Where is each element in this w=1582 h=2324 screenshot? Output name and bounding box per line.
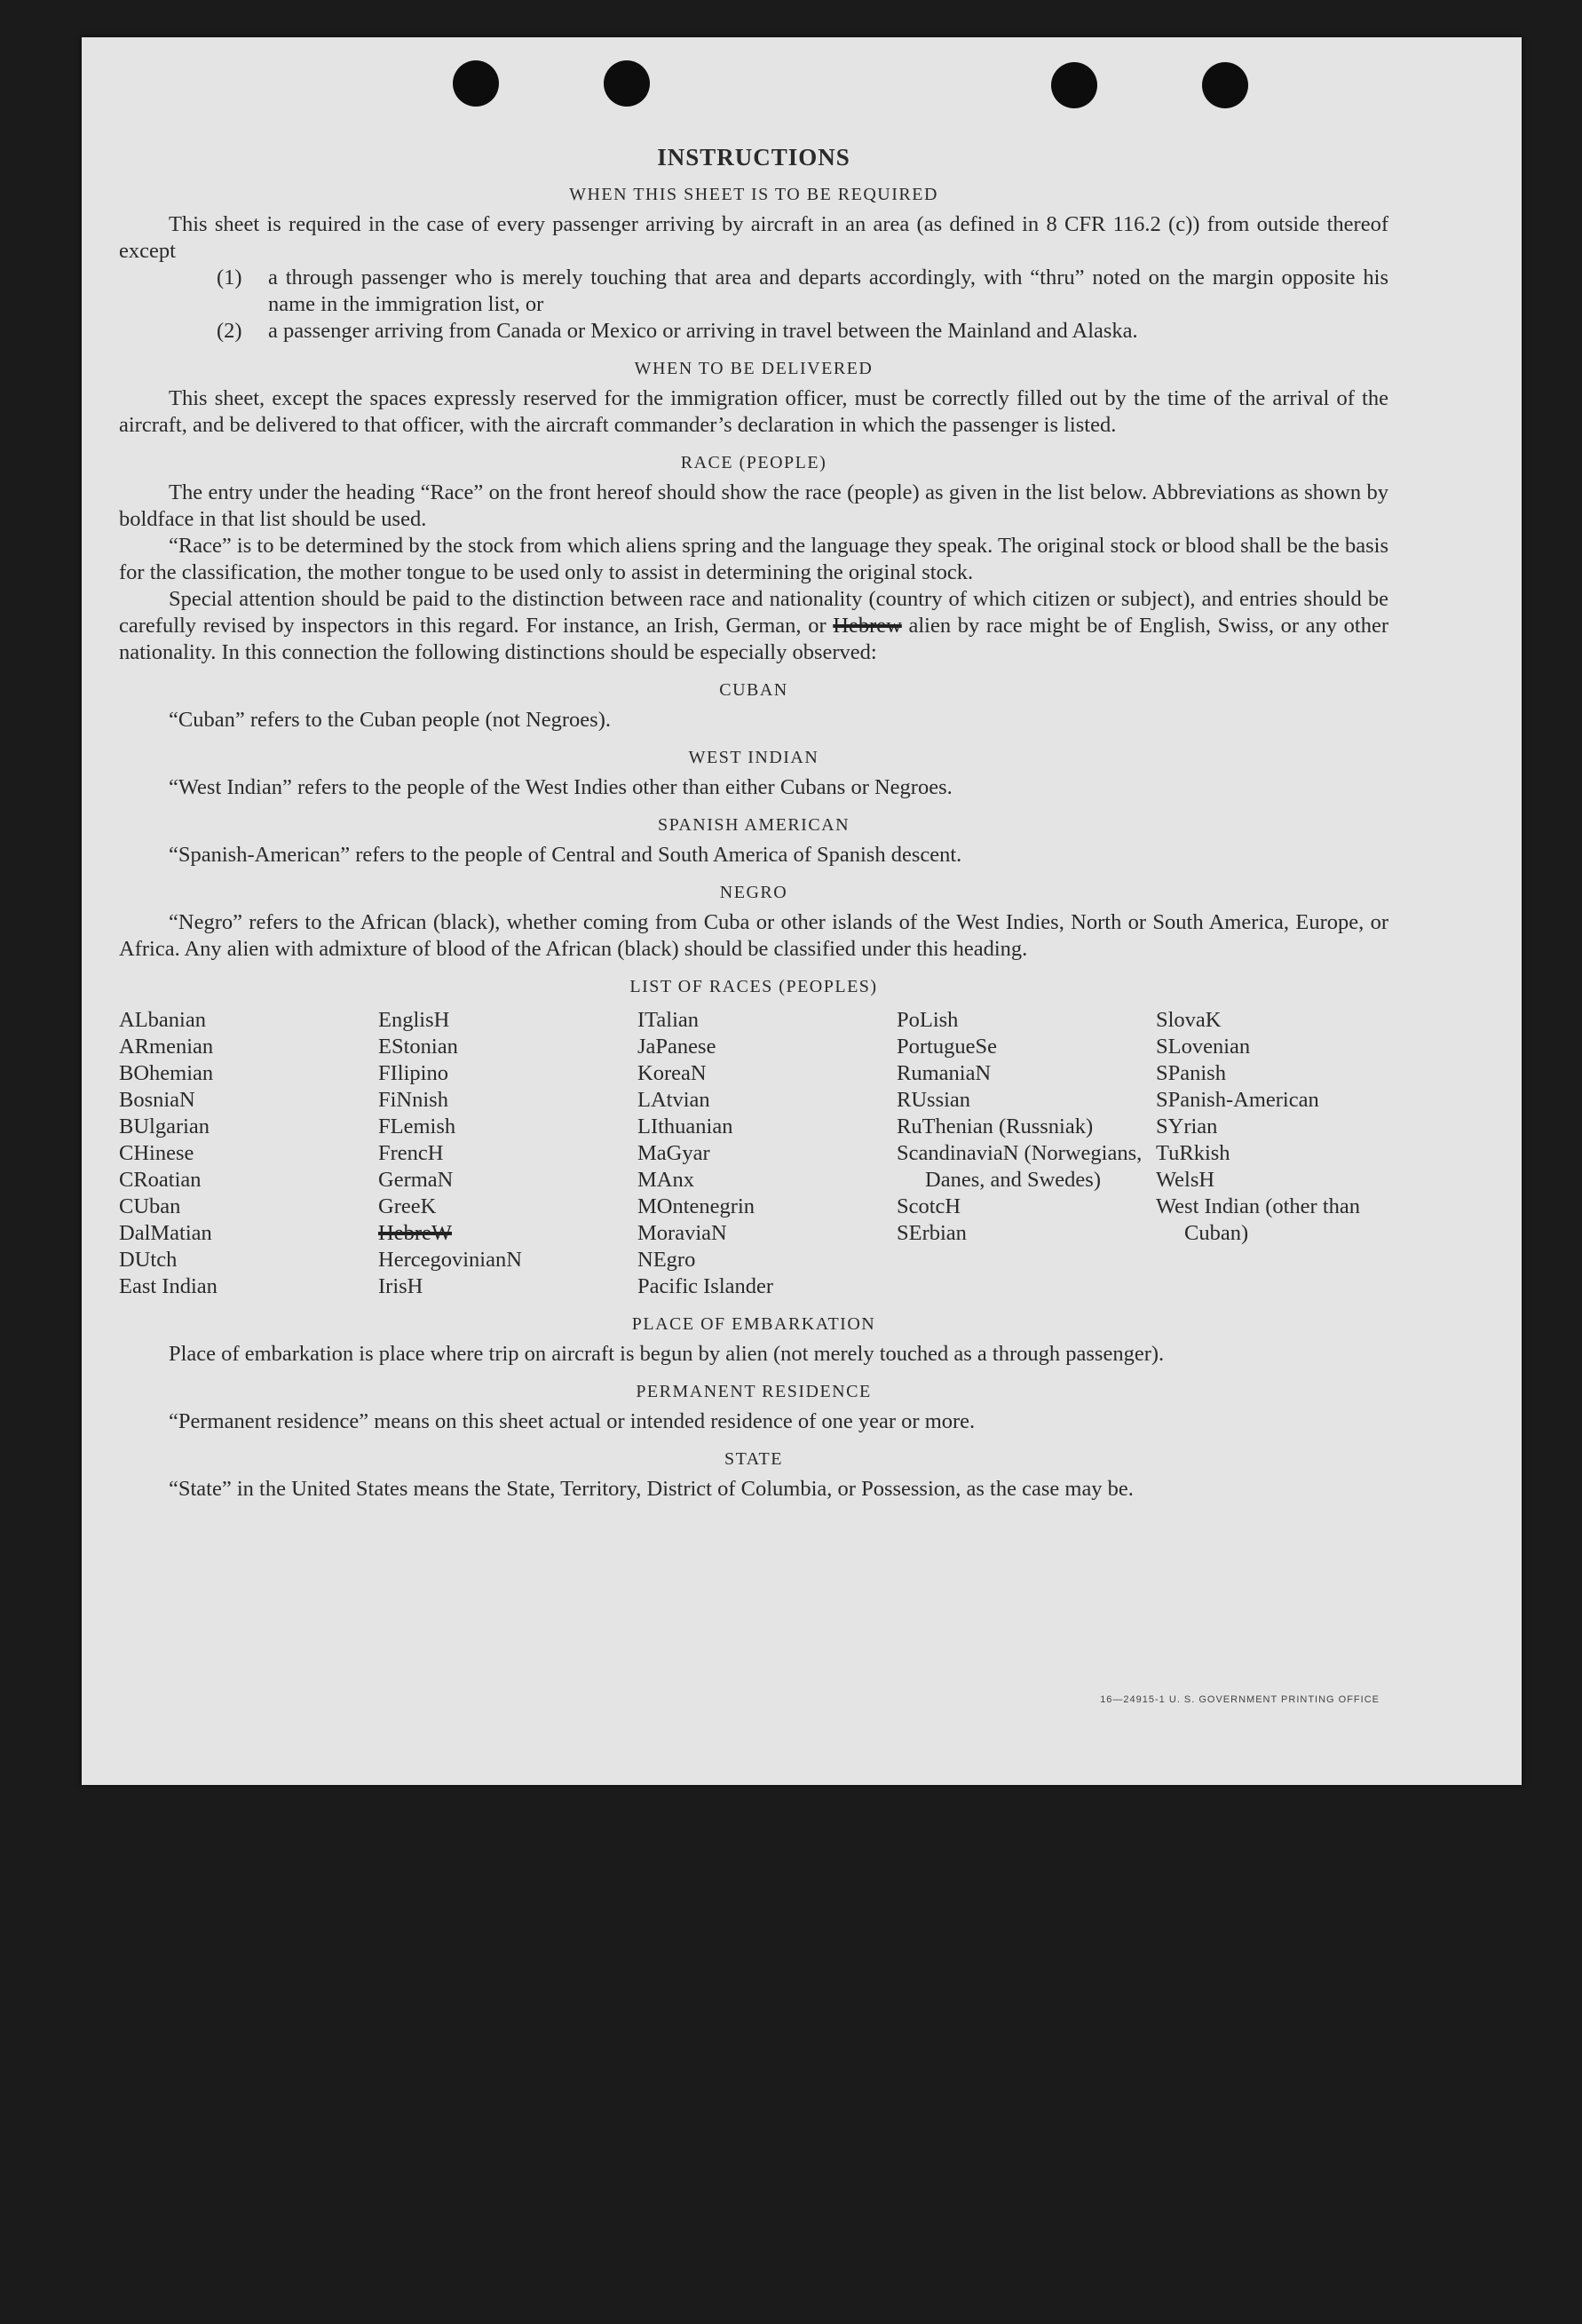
race-entry: DUtch: [119, 1248, 178, 1272]
race-entry: MOntenegrin: [637, 1194, 755, 1218]
punch-hole: [1051, 62, 1097, 108]
race-entry: East Indian: [119, 1274, 218, 1298]
race-entry: IrisH: [378, 1274, 423, 1298]
race-entry: GermaN: [378, 1168, 454, 1192]
race-entry: RumaniaN: [897, 1061, 992, 1085]
embarkation-text: Place of embarkation is place where trip on aircraft is begun by alien (not merely touched as a through passenger).: [169, 1342, 1165, 1366]
race-entry: GreeK: [378, 1194, 437, 1218]
section-heading-delivered: WHEN TO BE DELIVERED: [634, 359, 874, 378]
race-entry: RUssian: [897, 1088, 971, 1112]
residence-text: “Permanent residence” means on this sheet actual or intended residence of one year or more.: [169, 1409, 976, 1433]
race-entry: BosniaN: [119, 1088, 195, 1112]
race-entry: SPanish-American: [1156, 1088, 1319, 1112]
race-paragraph-2: “Race” is to be determined by the stock from which aliens spring and the language they speak. The original stock or blood shall be the basis for the classification, the mother tongue to be used only to assist in determining the original stock.: [119, 534, 1388, 584]
race-entry: WelsH: [1156, 1168, 1215, 1192]
cuban-text: “Cuban” refers to the Cuban people (not Negroes).: [169, 708, 611, 732]
race-entry: LAtvian: [637, 1088, 710, 1112]
race-entry: ITalian: [637, 1008, 700, 1032]
race-entry: EnglisH: [378, 1008, 450, 1032]
race-entry: LIthuanian: [637, 1114, 733, 1138]
section-heading-races: LIST OF RACES (PEOPLES): [629, 977, 878, 996]
section-heading-state: STATE: [724, 1449, 783, 1469]
race-entry: FIlipino: [378, 1061, 448, 1085]
punch-hole: [453, 60, 499, 107]
races-column: [1156, 1007, 1415, 1300]
race-entry-struck: HebreW: [378, 1221, 452, 1245]
race-entry: JaPanese: [637, 1035, 716, 1059]
race-entry: ScandinaviaN (Norwegians, Danes, and Swedes): [897, 1141, 1143, 1192]
punch-hole: [1202, 62, 1248, 108]
punch-hole: [604, 60, 650, 107]
section-heading-embarkation: PLACE OF EMBARKATION: [631, 1314, 876, 1334]
race-entry: SlovaK: [1156, 1008, 1222, 1032]
state-text: “State” in the United States means the State, Territory, District of Columbia, or Possession, as the case may be.: [169, 1477, 1134, 1501]
struck-word: Hebrew: [833, 614, 902, 638]
race-entry: ARmenian: [119, 1035, 214, 1059]
item-number: (2): [217, 319, 242, 343]
races-column: [897, 1007, 1156, 1300]
race-paragraph-3-b: alien by race might be of English, Swiss, or any other nationality. In this connection the following distinctions should be especially observed:: [119, 614, 1389, 664]
race-entry: MaGyar: [637, 1141, 710, 1165]
races-column: [119, 1007, 378, 1300]
negro-text: “Negro” refers to the African (black), whether coming from Cuba or other islands of the West Indies, North or South America, Europe, or Africa. Any alien with admixture of blood of the African (black) should be classified under this heading.: [119, 910, 1388, 961]
race-entry: FrencH: [378, 1141, 444, 1165]
race-entry: HercegovinianN: [378, 1248, 522, 1272]
list-item: [217, 318, 1388, 345]
section-heading-west-indian: WEST INDIAN: [688, 748, 819, 767]
delivered-text: This sheet, except the spaces expressly reserved for the immigration officer, must be correctly filled out by the time of the arrival of the aircraft, and be delivered to that officer, with the aircraft commander’s declaration in which the passenger is listed.: [119, 386, 1388, 437]
section-heading-required: WHEN THIS SHEET IS TO BE REQUIRED: [569, 185, 938, 204]
race-entry: MAnx: [637, 1168, 694, 1192]
race-entry: BUlgarian: [119, 1114, 210, 1138]
race-entry: ALbanian: [119, 1008, 206, 1032]
race-entry: CUban: [119, 1194, 181, 1218]
race-entry: KoreaN: [637, 1061, 707, 1085]
race-entry: West Indian (other than Cuban): [1156, 1194, 1361, 1245]
section-heading-cuban: CUBAN: [719, 680, 788, 700]
race-entry: PortugueSe: [897, 1035, 997, 1059]
item-text: a through passenger who is merely touching that area and departs accordingly, with “thru” noted on the margin opposite his name in the immigration list, or: [268, 266, 1388, 316]
race-paragraph-3: [119, 586, 1388, 666]
races-column: [637, 1007, 897, 1300]
race-entry: PoLish: [897, 1008, 959, 1032]
race-entry: SErbian: [897, 1221, 967, 1245]
race-entry: SYrian: [1156, 1114, 1218, 1138]
document-sheet: [82, 37, 1522, 1785]
race-entry: CHinese: [119, 1141, 194, 1165]
section-heading-race: RACE (PEOPLE): [680, 453, 827, 472]
race-entry: DalMatian: [119, 1221, 212, 1245]
list-item: [217, 265, 1388, 318]
printer-imprint: 16—24915-1 U. S. GOVERNMENT PRINTING OFFICE: [1100, 1694, 1380, 1705]
race-entry: NEgro: [637, 1248, 696, 1272]
race-entry: TuRkish: [1156, 1141, 1230, 1165]
race-entry: EStonian: [378, 1035, 458, 1059]
races-column: [378, 1007, 637, 1300]
race-entry: CRoatian: [119, 1168, 202, 1192]
race-entry: SLovenian: [1156, 1035, 1251, 1059]
race-entry: MoraviaN: [637, 1221, 727, 1245]
item-text: a passenger arriving from Canada or Mexico or arriving in travel between the Mainland and Alaska.: [268, 319, 1138, 343]
section-heading-spanish-american: SPANISH AMERICAN: [657, 815, 850, 835]
race-entry: FLemish: [378, 1114, 456, 1138]
race-entry: ScotcH: [897, 1194, 961, 1218]
race-paragraph-3-a: Special attention should be paid to the distinction between race and nationality (country of which citizen or subject), and entries should be carefully revised by inspectors in this regard. For instance, an Irish, German, or: [119, 587, 1388, 638]
race-entry: SPanish: [1156, 1061, 1226, 1085]
west-indian-text: “West Indian” refers to the people of the West Indies other than either Cubans or Negroes.: [169, 775, 953, 799]
page-title: INSTRUCTIONS: [657, 144, 850, 171]
required-intro: This sheet is required in the case of every passenger arriving by aircraft in an area (as defined in 8 CFR 116.2 (c)) from outside thereof except: [119, 212, 1388, 263]
instructions-body: [119, 144, 1388, 1503]
race-paragraph-1: The entry under the heading “Race” on the front hereof should show the race (people) as given in the list below. Abbreviations as shown by boldface in that list should be used.: [119, 480, 1388, 531]
race-entry: BOhemian: [119, 1061, 214, 1085]
spanish-american-text: “Spanish-American” refers to the people of Central and South America of Spanish descent.: [169, 843, 962, 867]
race-entry: Pacific Islander: [637, 1274, 774, 1298]
section-heading-residence: PERMANENT RESIDENCE: [636, 1382, 872, 1401]
item-number: (1): [217, 266, 242, 290]
section-heading-negro: NEGRO: [719, 883, 788, 902]
race-entry: FiNnish: [378, 1088, 448, 1112]
race-entry: RuThenian (Russniak): [897, 1114, 1094, 1138]
races-list: [119, 1007, 1388, 1300]
